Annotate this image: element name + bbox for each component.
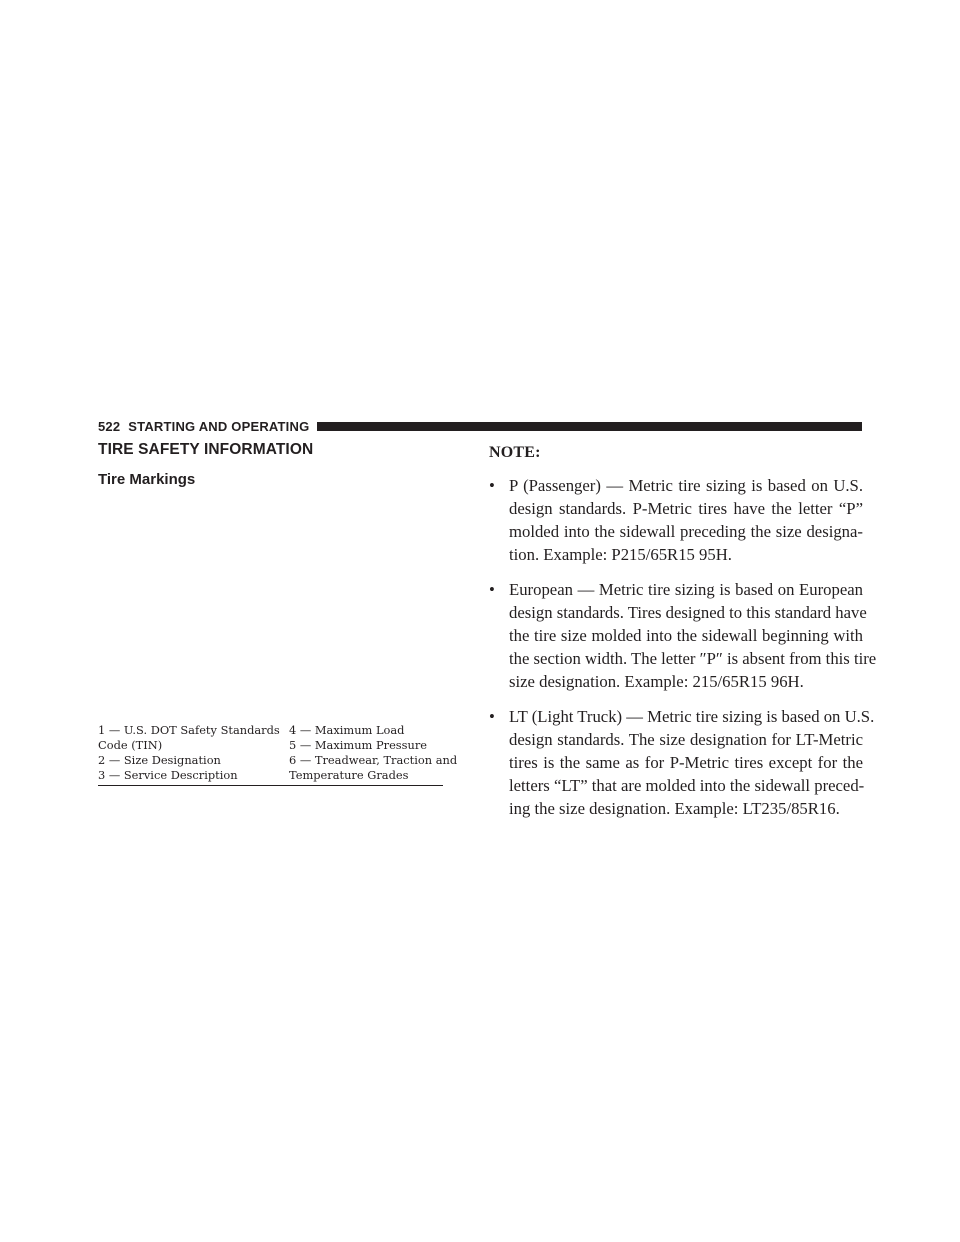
note-bullet-passenger — [489, 474, 863, 566]
sub-heading: Tire Markings — [98, 471, 196, 488]
bullet-text-line: letters “LT” that are molded into the sidewall preced- — [509, 776, 865, 795]
bullet-text-line: design standards. P-Metric tires have the letter “P” — [509, 499, 863, 518]
legend-item: 5 — Maximum Pressure — [289, 738, 428, 752]
legend-item: Temperature Grades — [289, 768, 409, 782]
bullet-mark: • — [489, 580, 495, 599]
bullet-text-line: tires is the same as for P-Metric tires except for the — [509, 753, 863, 772]
legend-item: 1 — U.S. DOT Safety Standards — [98, 723, 280, 737]
legend-item: 4 — Maximum Load — [289, 723, 405, 737]
legend-column-right — [289, 723, 458, 783]
note-label: NOTE: — [489, 444, 541, 461]
bullet-text-line: tion. Example: P215/65R15 95H. — [509, 545, 732, 564]
figure-legend — [98, 723, 458, 786]
page-header — [98, 418, 862, 434]
bullet-text-line: LT (Light Truck) — Metric tire sizing is based on U.S. — [509, 707, 875, 726]
main-heading: TIRE SAFETY INFORMATION — [98, 441, 314, 458]
note-bullet-list — [489, 474, 877, 832]
bullet-text-line: European — Metric tire sizing is based on European — [509, 580, 863, 599]
legend-item: 2 — Size Designation — [98, 753, 221, 767]
bullet-text-line: size designation. Example: 215/65R15 96H. — [509, 672, 804, 691]
note-bullet-european — [489, 578, 877, 693]
bullet-text-line: the section width. The letter ″P″ is absent from this tire — [509, 649, 877, 668]
bullet-mark: • — [489, 707, 495, 726]
bullet-text-line: molded into the sidewall preceding the size designa- — [509, 522, 863, 541]
note-bullet-light-truck — [489, 705, 875, 820]
bullet-text-line: design standards. Tires designed to this standard have — [509, 603, 867, 622]
section-title: STARTING AND OPERATING — [128, 418, 310, 434]
bullet-mark: • — [489, 476, 495, 495]
legend-column-left — [98, 723, 289, 783]
tire-markings-figure-area — [98, 496, 443, 716]
bullet-text-line: P (Passenger) — Metric tire sizing is based on U.S. — [509, 476, 863, 495]
bullet-text-line: the tire size molded into the sidewall beginning with — [509, 626, 863, 645]
legend-item: 6 — Treadwear, Traction and — [289, 753, 458, 767]
bullet-text-line: design standards. The size designation for LT-Metric — [509, 730, 863, 749]
page-number: 522 — [98, 418, 121, 434]
bullet-text-line: ing the size designation. Example: LT235/85R16. — [509, 799, 840, 818]
legend-item: Code (TIN) — [98, 738, 163, 752]
header-rule — [317, 422, 862, 431]
legend-item: 3 — Service Description — [98, 768, 238, 782]
